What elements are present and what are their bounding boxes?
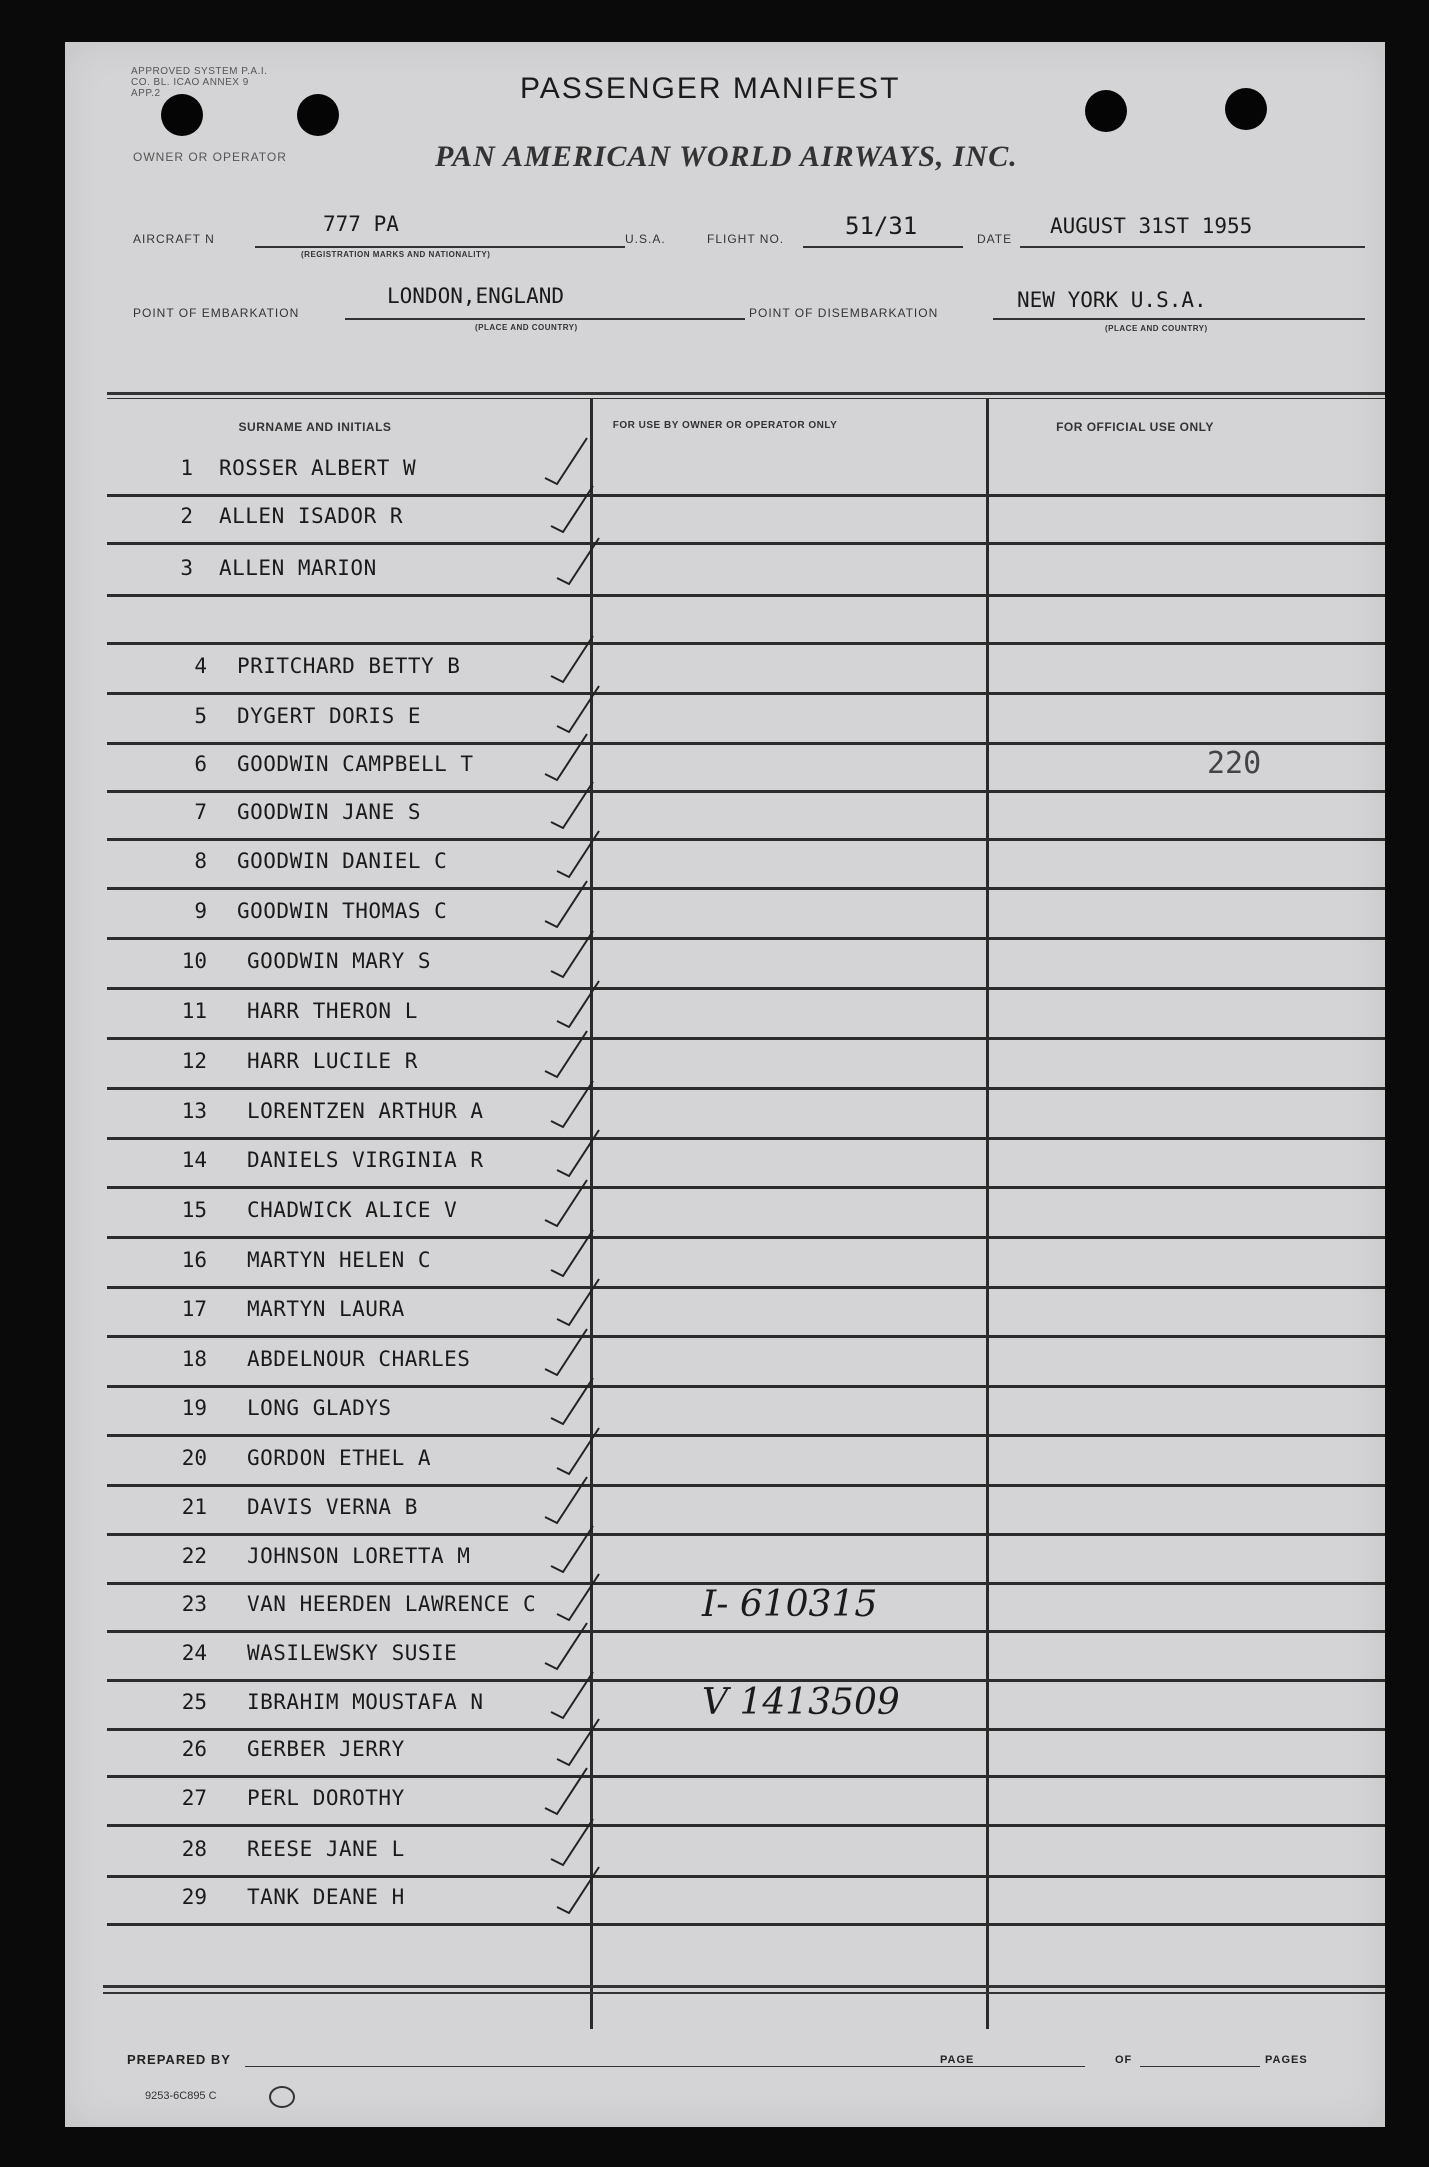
passenger-name: LONG GLADYS — [247, 1396, 392, 1420]
passenger-name: GORDON ETHEL A — [247, 1446, 432, 1470]
passenger-number: 6 — [194, 752, 207, 776]
passenger-name: CHADWICK ALICE V — [247, 1198, 458, 1222]
check-mark — [551, 1672, 593, 1718]
passenger-name: DANIELS VIRGINIA R — [247, 1148, 484, 1172]
official-note: 220 — [1207, 746, 1262, 781]
check-mark — [551, 1230, 593, 1276]
passenger-name: JOHNSON LORETTA M — [247, 1544, 471, 1568]
check-mark — [545, 1180, 587, 1226]
passenger-name: LORENTZEN ARTHUR A — [247, 1099, 484, 1123]
flight-no-value: 51/31 — [845, 212, 918, 240]
usa-label: U.S.A. — [625, 232, 666, 246]
check-mark — [551, 1081, 593, 1127]
col-header-name: SURNAME AND INITIALS — [238, 420, 392, 434]
passenger-number: 3 — [180, 556, 193, 580]
check-mark — [545, 438, 587, 484]
passenger-name: ROSSER ALBERT W — [219, 456, 417, 480]
passenger-number: 25 — [181, 1690, 207, 1714]
date-value: AUGUST 31ST 1955 — [1050, 214, 1253, 238]
passenger-number: 24 — [181, 1641, 207, 1665]
passenger-number: 20 — [181, 1446, 207, 1470]
passenger-number: 16 — [181, 1248, 207, 1272]
passenger-name: ABDELNOUR CHARLES — [247, 1347, 471, 1371]
passenger-name: TANK DEANE H — [247, 1885, 405, 1909]
check-mark — [557, 538, 599, 584]
passenger-number: 18 — [181, 1347, 207, 1371]
passenger-number: 1 — [180, 456, 193, 480]
of-label: OF — [1115, 2054, 1133, 2066]
check-mark — [557, 1428, 599, 1474]
embarkation-value: LONDON,ENGLAND — [387, 284, 565, 308]
prepared-by-label: PREPARED BY — [127, 2052, 231, 2067]
check-mark — [545, 1031, 587, 1077]
operator-note: V 1413509 — [702, 1682, 900, 1723]
passenger-name: GOODWIN DANIEL C — [237, 849, 448, 873]
passenger-name: GOODWIN JANE S — [237, 800, 422, 824]
check-mark — [545, 881, 587, 927]
prepared-by-underline — [245, 2066, 1005, 2067]
handwritten-check-marks — [65, 42, 1385, 2127]
check-mark — [551, 931, 593, 977]
disembarkation-sublabel: (PLACE AND COUNTRY) — [1105, 324, 1208, 333]
disembarkation-label: POINT OF DISEMBARKATION — [749, 306, 939, 320]
union-label-icon — [269, 2086, 295, 2108]
passenger-name: MARTYN HELEN C — [247, 1248, 432, 1272]
passenger-number: 28 — [181, 1837, 207, 1861]
passenger-name: IBRAHIM MOUSTAFA N — [247, 1690, 484, 1714]
passenger-number: 17 — [181, 1297, 207, 1321]
page-label: PAGE — [940, 2054, 975, 2066]
check-mark — [551, 636, 593, 682]
passenger-name: HARR LUCILE R — [247, 1049, 418, 1073]
passenger-name: PERL DOROTHY — [247, 1786, 405, 1810]
passenger-name: PRITCHARD BETTY B — [237, 654, 461, 678]
check-mark — [557, 1130, 599, 1176]
owner-operator-label: OWNER OR OPERATOR — [133, 150, 287, 164]
passenger-number: 23 — [181, 1592, 207, 1616]
form-code: 9253-6C895 C — [145, 2090, 217, 2102]
passenger-name: ALLEN ISADOR R — [219, 504, 404, 528]
passenger-name: DAVIS VERNA B — [247, 1495, 418, 1519]
check-mark — [551, 1378, 593, 1424]
pages-label: PAGES — [1265, 2054, 1308, 2066]
check-mark — [551, 1526, 593, 1572]
check-mark — [545, 1623, 587, 1669]
check-mark — [557, 1574, 599, 1620]
passenger-name: GOODWIN CAMPBELL T — [237, 752, 474, 776]
col-header-operator: FOR USE BY OWNER OR OPERATOR ONLY — [612, 420, 838, 431]
manifest-sheet — [65, 42, 1385, 2127]
passenger-name: GOODWIN THOMAS C — [237, 899, 448, 923]
passenger-name: DYGERT DORIS E — [237, 704, 422, 728]
page-underline — [985, 2066, 1085, 2067]
passenger-name: REESE JANE L — [247, 1837, 405, 1861]
passenger-number: 5 — [194, 704, 207, 728]
check-mark — [545, 1768, 587, 1814]
disembarkation-value: NEW YORK U.S.A. — [1017, 288, 1207, 312]
col-header-official: FOR OFFICIAL USE ONLY — [1056, 420, 1214, 434]
check-mark — [557, 686, 599, 732]
aircraft-sublabel: (REGISTRATION MARKS AND NATIONALITY) — [301, 250, 491, 259]
check-mark — [551, 782, 593, 828]
passenger-number: 21 — [181, 1495, 207, 1519]
passenger-name: VAN HEERDEN LAWRENCE C — [247, 1592, 537, 1616]
passenger-name: GERBER JERRY — [247, 1737, 405, 1761]
passenger-number: 9 — [194, 899, 207, 923]
passenger-name: ALLEN MARION — [219, 556, 377, 580]
operator-note: I- 610315 — [702, 1584, 878, 1625]
passenger-number: 10 — [181, 949, 207, 973]
passenger-number: 29 — [181, 1885, 207, 1909]
of-underline — [1140, 2066, 1260, 2067]
check-mark — [557, 1279, 599, 1325]
passenger-name: GOODWIN MARY S — [247, 949, 432, 973]
check-mark — [557, 1719, 599, 1765]
passenger-number: 14 — [181, 1148, 207, 1172]
passenger-number: 26 — [181, 1737, 207, 1761]
passenger-number: 2 — [180, 504, 193, 528]
flight-no-label: FLIGHT NO. — [707, 232, 785, 246]
passenger-number: 12 — [181, 1049, 207, 1073]
page-title: PASSENGER MANIFEST — [520, 72, 901, 105]
check-mark — [545, 734, 587, 780]
aircraft-label: AIRCRAFT N — [133, 232, 215, 246]
passenger-number: 4 — [194, 654, 207, 678]
passenger-number: 11 — [181, 999, 207, 1023]
passenger-number: 22 — [181, 1544, 207, 1568]
check-mark — [545, 1477, 587, 1523]
check-mark — [557, 1867, 599, 1913]
check-mark — [551, 1819, 593, 1865]
passenger-number: 8 — [194, 849, 207, 873]
date-label: DATE — [977, 232, 1013, 246]
passenger-name: HARR THERON L — [247, 999, 418, 1023]
passenger-number: 7 — [194, 800, 207, 824]
aircraft-value: 777 PA — [323, 212, 399, 236]
check-mark — [545, 1329, 587, 1375]
check-mark — [557, 981, 599, 1027]
passenger-number: 13 — [181, 1099, 207, 1123]
check-mark — [551, 486, 593, 532]
passenger-name: MARTYN LAURA — [247, 1297, 405, 1321]
airline-name: PAN AMERICAN WORLD AIRWAYS, INC. — [435, 140, 1018, 173]
embarkation-sublabel: (PLACE AND COUNTRY) — [475, 323, 578, 332]
passenger-number: 27 — [181, 1786, 207, 1810]
passenger-name: WASILEWSKY SUSIE — [247, 1641, 458, 1665]
check-mark — [557, 831, 599, 877]
passenger-number: 19 — [181, 1396, 207, 1420]
embarkation-label: POINT OF EMBARKATION — [133, 306, 300, 320]
passenger-number: 15 — [181, 1198, 207, 1222]
approval-stamp: APPROVED SYSTEM P.A.I. CO. BL. ICAO ANNEX 9 APP.2 — [131, 66, 268, 99]
